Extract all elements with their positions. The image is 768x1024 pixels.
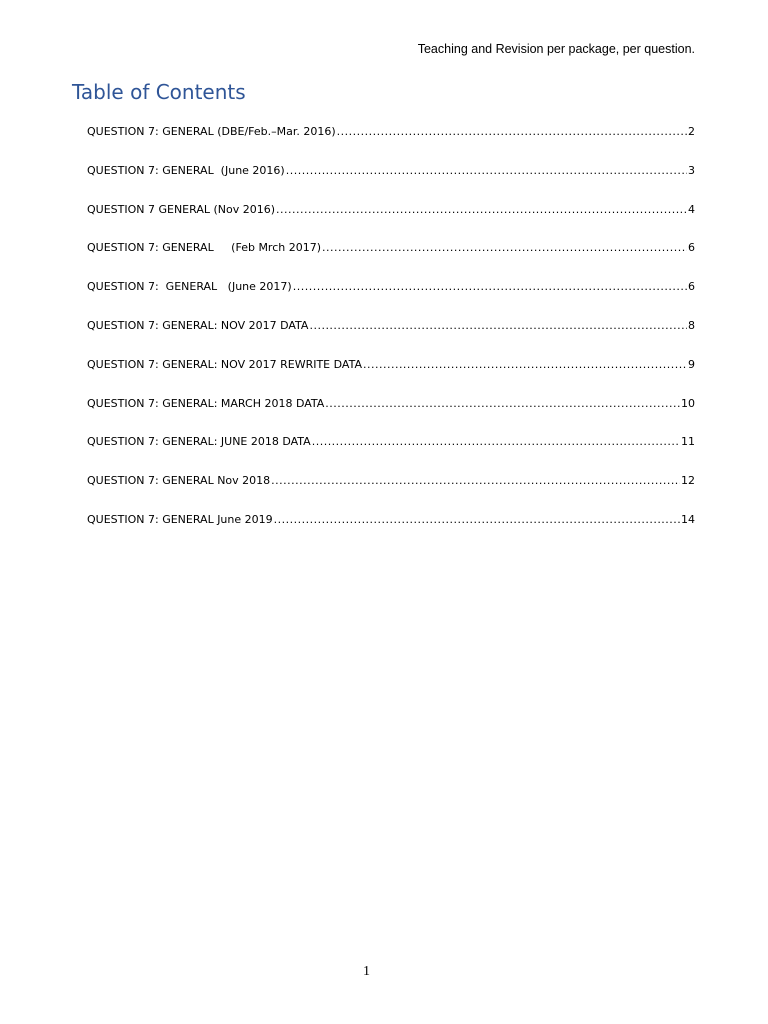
- toc-dot-leader: [293, 280, 687, 293]
- toc-entry[interactable]: [87, 435, 695, 474]
- toc-dot-leader: [309, 319, 687, 332]
- toc-dot-leader: [312, 435, 680, 448]
- toc-dot-leader: [322, 241, 687, 254]
- toc-entry-label: QUESTION 7: GENERAL (June 2017): [87, 280, 292, 294]
- toc-entry[interactable]: [87, 474, 695, 513]
- toc-entry-label: QUESTION 7: GENERAL: NOV 2017 DATA: [87, 318, 309, 332]
- toc-entry-label: QUESTION 7 GENERAL (Nov 2016): [87, 202, 276, 216]
- toc-entry-label: QUESTION 7: GENERAL: NOV 2017 REWRITE DATA: [87, 357, 362, 371]
- toc-entry[interactable]: [87, 397, 695, 436]
- toc-entry-label: QUESTION 7: GENERAL (DBE/Feb.–Mar. 2016): [87, 125, 336, 138]
- toc-entry[interactable]: [87, 241, 695, 280]
- toc-entry-page: 10: [681, 396, 695, 410]
- toc-entry-page: 8: [688, 318, 695, 332]
- toc-entry-page: 9: [688, 357, 695, 371]
- toc-dot-leader: [337, 125, 687, 138]
- toc-entry-label: QUESTION 7: GENERAL (June 2016): [87, 163, 285, 177]
- toc-entry[interactable]: [87, 164, 695, 203]
- toc-dot-leader: [286, 164, 687, 177]
- page-number: 1: [363, 964, 370, 979]
- toc-entry-page: 14: [681, 512, 695, 526]
- toc-entry-label: QUESTION 7: GENERAL (Feb Mrch 2017): [87, 241, 322, 255]
- toc-entry-page: 2: [688, 125, 695, 138]
- toc-entry-page: 4: [688, 202, 695, 216]
- page-header: Teaching and Revision per package, per question.: [417, 42, 695, 56]
- toc-dot-leader: [271, 474, 680, 487]
- toc-entry-page: 6: [688, 241, 695, 255]
- toc-entry-label: QUESTION 7: GENERAL June 2019: [87, 512, 273, 526]
- toc-entry-page: 6: [688, 280, 695, 294]
- toc-entry-label: QUESTION 7: GENERAL: JUNE 2018 DATA: [87, 435, 311, 449]
- toc-title: Table of Contents: [72, 80, 246, 104]
- toc-entry-page: 12: [681, 474, 695, 488]
- toc-entry-label: QUESTION 7: GENERAL Nov 2018: [87, 474, 271, 488]
- toc-entry-page: 3: [688, 163, 695, 177]
- toc-entry-page: 11: [681, 435, 695, 449]
- table-of-contents: [87, 125, 695, 552]
- toc-entry[interactable]: [87, 280, 695, 319]
- toc-entry-label: QUESTION 7: GENERAL: MARCH 2018 DATA: [87, 396, 325, 410]
- toc-dot-leader: [276, 203, 687, 216]
- toc-entry[interactable]: [87, 319, 695, 358]
- toc-entry[interactable]: [87, 358, 695, 397]
- toc-entry[interactable]: [87, 125, 695, 164]
- toc-dot-leader: [274, 513, 680, 526]
- toc-entry[interactable]: [87, 203, 695, 242]
- toc-dot-leader: [363, 358, 687, 371]
- toc-dot-leader: [325, 397, 680, 410]
- toc-entry[interactable]: [87, 513, 695, 552]
